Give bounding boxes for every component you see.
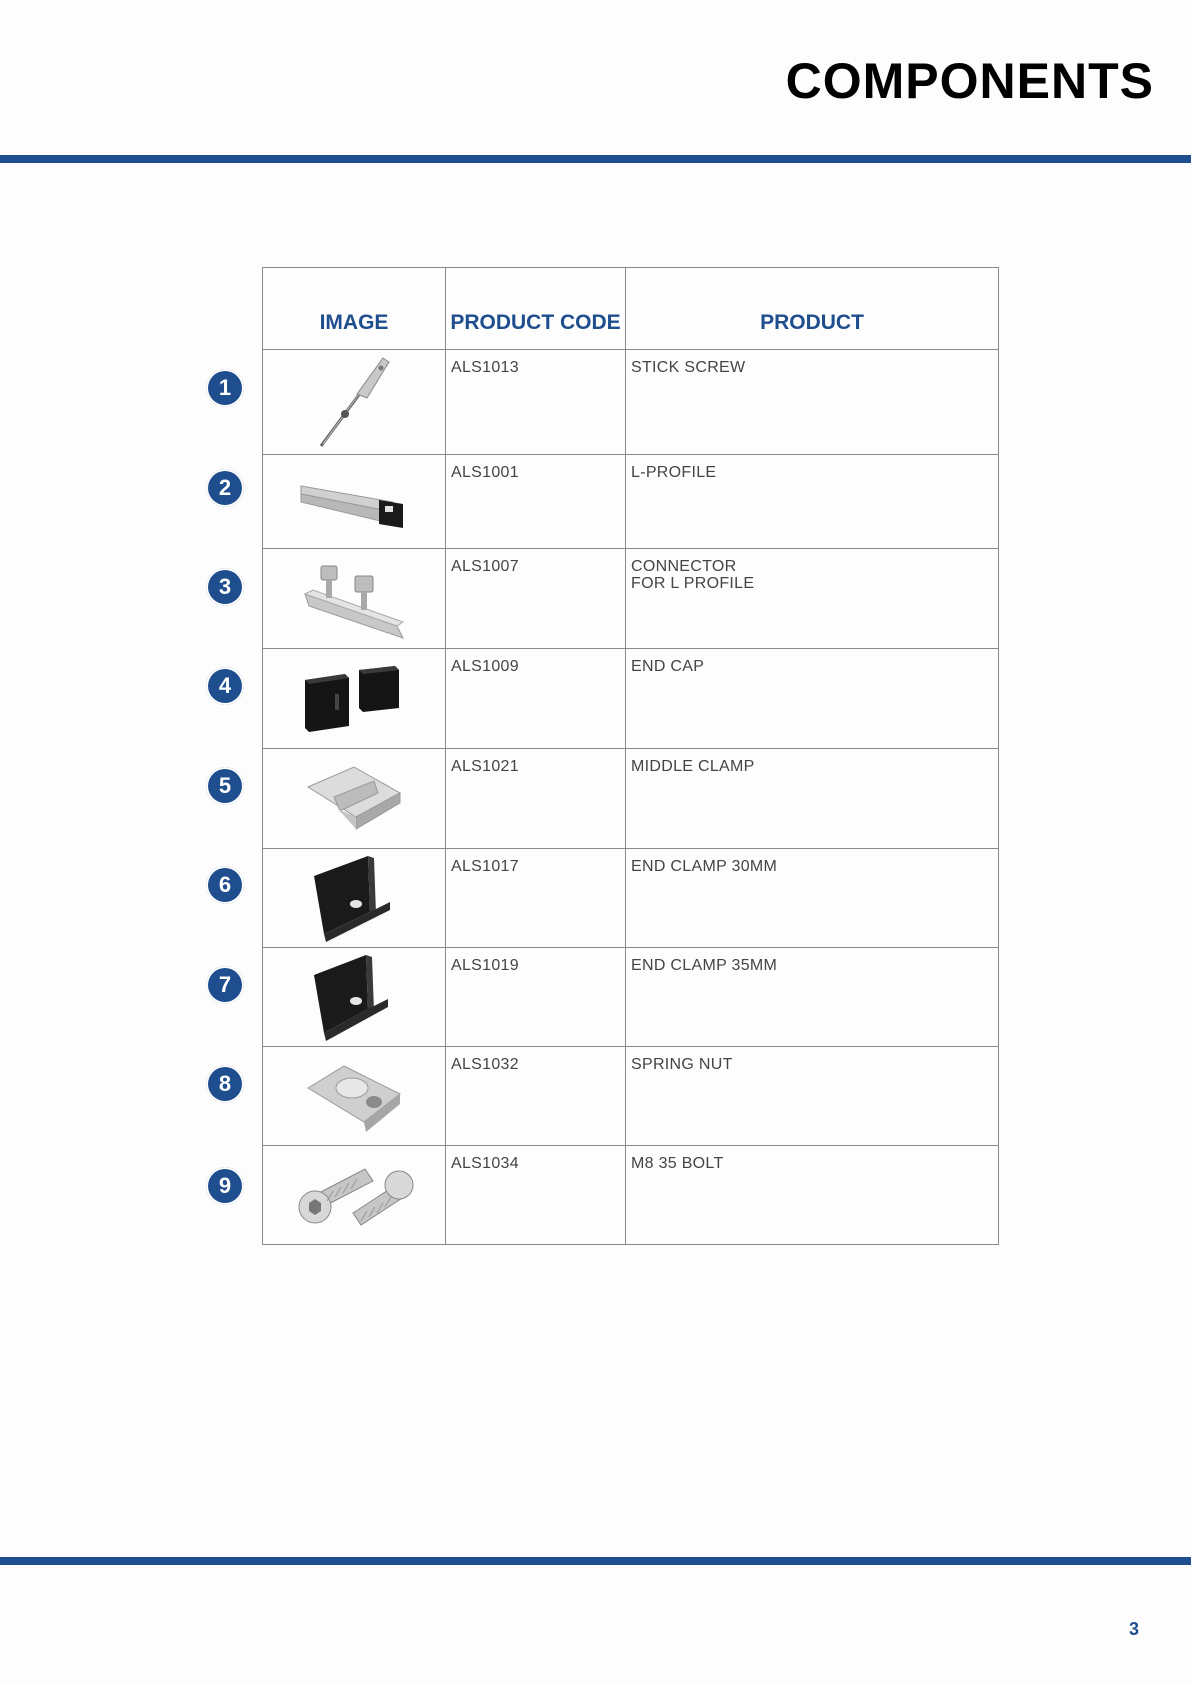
product-image-cell [263,549,446,649]
product-code: ALS1017 [446,849,626,948]
table-row [263,948,999,1047]
end-clamp-image [304,852,404,944]
product-code: ALS1034 [446,1146,626,1245]
footer-divider [0,1557,1191,1565]
product-image-cell [263,749,446,849]
product-code: ALS1013 [446,350,626,455]
product-name: M8 35 BOLT [626,1146,999,1245]
middle-clamp-image [304,763,404,835]
end-clamp-image [304,951,404,1043]
product-code: ALS1001 [446,455,626,549]
components-table-wrapper [262,267,998,1245]
product-name: L-PROFILE [626,455,999,549]
product-name: SPRING NUT [626,1047,999,1146]
product-name: END CLAMP 35MM [626,948,999,1047]
row-number-badge: 6 [206,866,244,904]
product-name: END CAP [626,649,999,749]
end-cap-image [299,664,409,734]
table-row [263,549,999,649]
row-number-badge: 5 [206,767,244,805]
row-number-badge: 2 [206,469,244,507]
table-header-row [263,268,999,350]
product-name: END CLAMP 30MM [626,849,999,948]
product-code: ALS1007 [446,549,626,649]
column-header-image: IMAGE [263,268,446,350]
product-code: ALS1009 [446,649,626,749]
column-header-code: PRODUCT CODE [446,268,626,350]
row-number-badge: 7 [206,966,244,1004]
page-number: 3 [1128,1619,1139,1639]
row-number-badge: 8 [206,1065,244,1103]
product-image-cell [263,1146,446,1245]
table-row [263,749,999,849]
row-number-badge: 3 [206,568,244,606]
product-code: ALS1032 [446,1047,626,1146]
row-number-badge: 9 [206,1167,244,1205]
product-name: MIDDLE CLAMP [626,749,999,849]
table-row [263,849,999,948]
row-number-badge: 4 [206,667,244,705]
product-image-cell [263,948,446,1047]
stick-screw-image [309,354,399,450]
table-row [263,1047,999,1146]
row-number-badge: 1 [206,369,244,407]
table-row [263,455,999,549]
bolt-image [289,1155,419,1235]
spring-nut-image [304,1056,404,1136]
product-image-cell [263,649,446,749]
product-image-cell [263,455,446,549]
column-header-product: PRODUCT [626,268,999,350]
product-name: STICK SCREW [626,350,999,455]
header-divider [0,155,1191,163]
product-name: CONNECTOR FOR L PROFILE [626,549,999,649]
page-title: COMPONENTS [785,53,1154,109]
product-code: ALS1019 [446,948,626,1047]
product-image-cell [263,849,446,948]
product-image-cell [263,1047,446,1146]
l-profile-image [299,472,409,532]
table-row [263,350,999,455]
table-row [263,649,999,749]
table-row [263,1146,999,1245]
product-image-cell [263,350,446,455]
components-table [262,267,999,1245]
connector-image [299,556,409,642]
product-code: ALS1021 [446,749,626,849]
